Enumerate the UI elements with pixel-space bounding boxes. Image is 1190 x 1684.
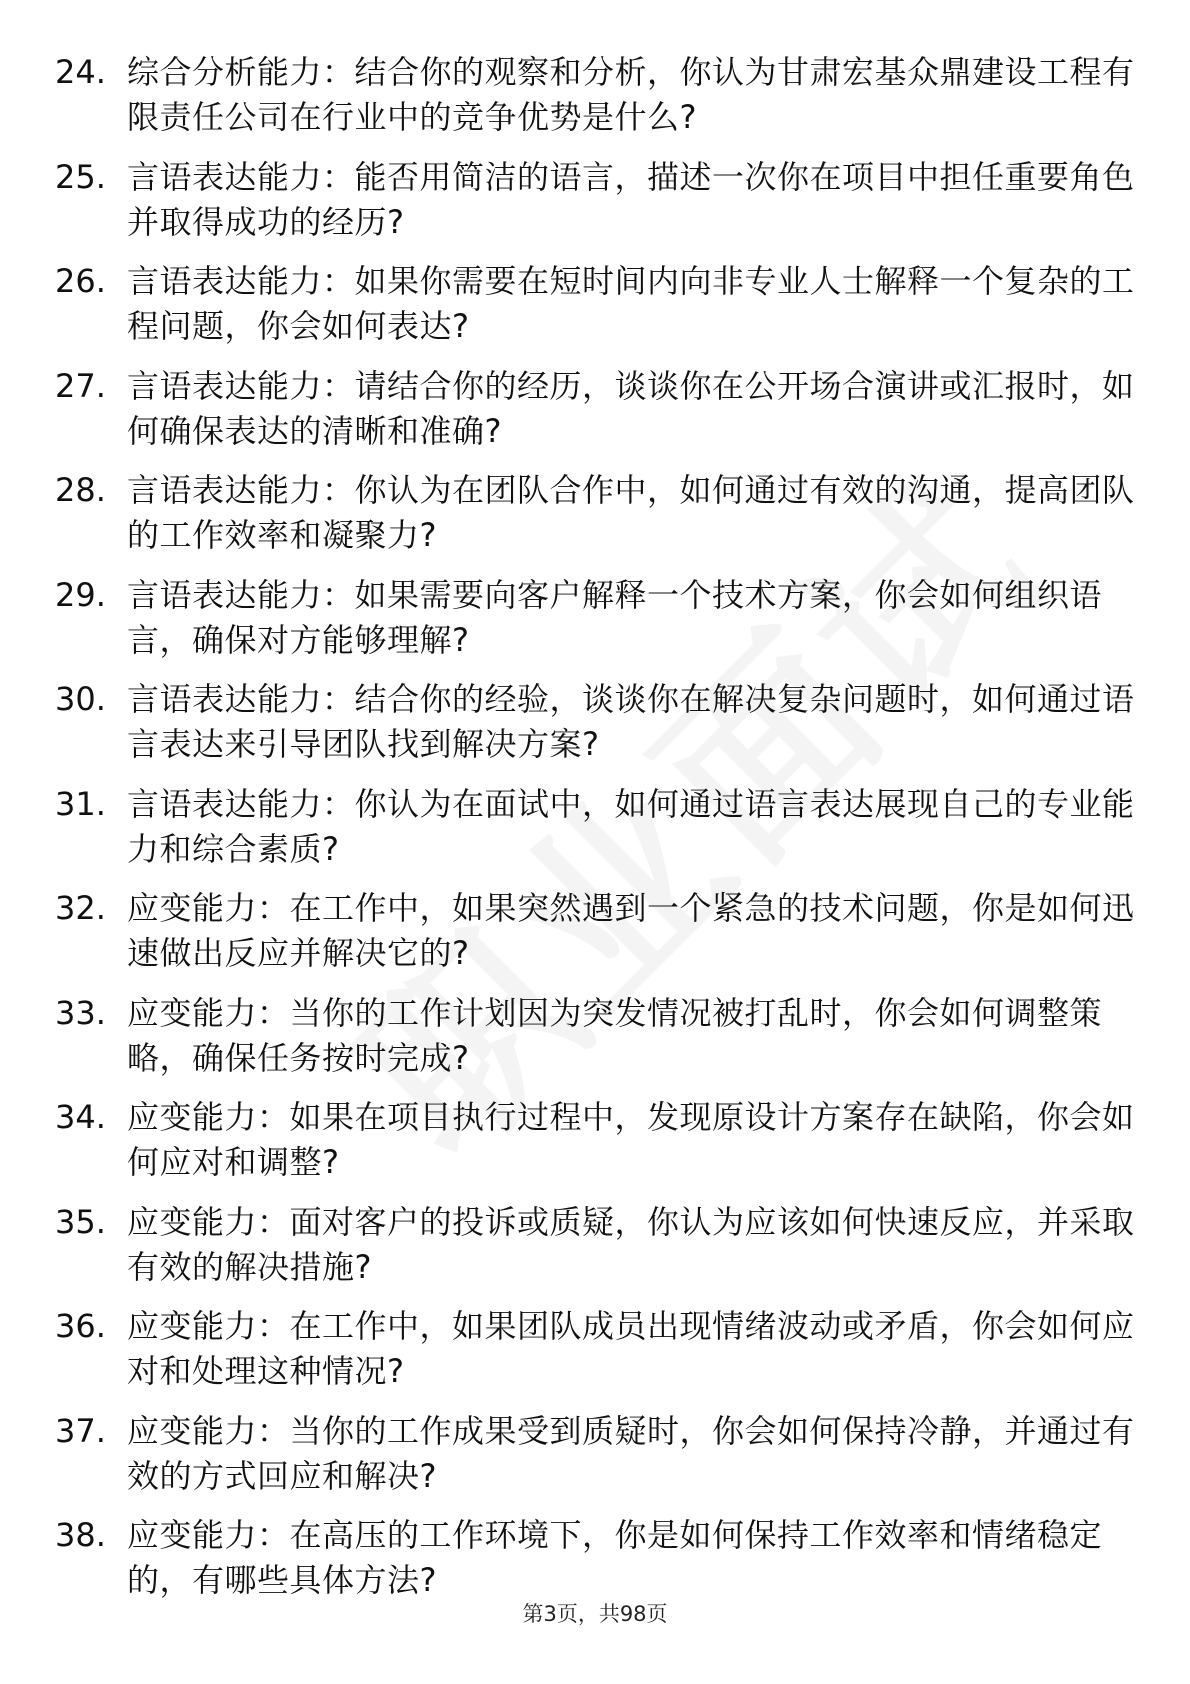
question-text: 言语表达能力：能否用简洁的语言，描述一次你在项目中担任重要角色并取得成功的经历?	[127, 157, 1135, 241]
question-number: 31.	[55, 784, 106, 823]
question-number: 28.	[55, 471, 106, 509]
question-number: 37.	[55, 1411, 106, 1450]
question-number: 34.	[55, 1098, 106, 1136]
question-item	[55, 991, 1145, 1081]
question-number: 25.	[55, 157, 106, 196]
question-item	[55, 782, 1145, 872]
question-number: 35.	[55, 1202, 106, 1241]
question-number: 27.	[55, 366, 106, 405]
question-number: 24.	[55, 53, 106, 91]
question-text: 综合分析能力：结合你的观察和分析，你认为甘肃宏基众鼎建设工程有限责任公司在行业中的竞争优势是什么?	[127, 53, 1135, 136]
question-text: 应变能力：如果在项目执行过程中，发现原设计方案存在缺陷，你会如何应对和调整?	[127, 1098, 1135, 1181]
question-number: 26.	[55, 262, 106, 300]
question-item	[55, 259, 1145, 349]
question-item	[55, 50, 1145, 140]
question-text: 言语表达能力：你认为在团队合作中，如何通过有效的沟通，提高团队的工作效率和凝聚力?	[127, 471, 1135, 554]
question-text: 应变能力：当你的工作成果受到质疑时，你会如何保持冷静，并通过有效的方式回应和解决?	[127, 1411, 1135, 1495]
question-item	[55, 468, 1145, 558]
question-text: 言语表达能力：如果需要向客户解释一个技术方案，你会如何组织语言，确保对方能够理解?	[127, 575, 1103, 659]
question-text: 应变能力：在工作中，如果突然遇到一个紧急的技术问题，你是如何迅速做出反应并解决它的?	[127, 889, 1135, 972]
question-item	[55, 677, 1145, 767]
question-text: 应变能力：面对客户的投诉或质疑，你认为应该如何快速反应，并采取有效的解决措施?	[127, 1202, 1135, 1286]
question-number: 32.	[55, 889, 106, 927]
question-item	[55, 1200, 1145, 1290]
question-text: 言语表达能力：结合你的经验，谈谈你在解决复杂问题时，如何通过语言表达来引导团队找到解决方案?	[127, 680, 1135, 763]
question-number: 38.	[55, 1516, 106, 1554]
question-number: 29.	[55, 575, 106, 614]
question-item	[55, 155, 1145, 245]
question-text: 言语表达能力：如果你需要在短时间内向非专业人士解释一个复杂的工程问题，你会如何表达?	[127, 262, 1135, 345]
question-text: 应变能力：在高压的工作环境下，你是如何保持工作效率和情绪稳定的，有哪些具体方法?	[127, 1516, 1103, 1599]
question-item	[55, 1513, 1145, 1603]
question-item	[55, 886, 1145, 976]
question-text: 言语表达能力：你认为在面试中，如何通过语言表达展现自己的专业能力和综合素质?	[127, 784, 1135, 868]
question-item	[55, 1409, 1145, 1499]
question-number: 33.	[55, 993, 106, 1032]
question-text: 应变能力：在工作中，如果团队成员出现情绪波动或矛盾，你会如何应对和处理这种情况?	[127, 1307, 1135, 1390]
question-item	[55, 1095, 1145, 1185]
question-list	[55, 50, 1145, 1618]
question-item	[55, 364, 1145, 454]
question-text: 言语表达能力：请结合你的经历，谈谈你在公开场合演讲或汇报时，如何确保表达的清晰和准确?	[127, 366, 1135, 450]
question-number: 30.	[55, 680, 106, 718]
question-item	[55, 1304, 1145, 1394]
question-number: 36.	[55, 1307, 106, 1345]
question-text: 应变能力：当你的工作计划因为突发情况被打乱时，你会如何调整策略，确保任务按时完成?	[127, 993, 1103, 1077]
page-footer: 第3页，共98页	[522, 1602, 668, 1626]
question-item	[55, 573, 1145, 663]
